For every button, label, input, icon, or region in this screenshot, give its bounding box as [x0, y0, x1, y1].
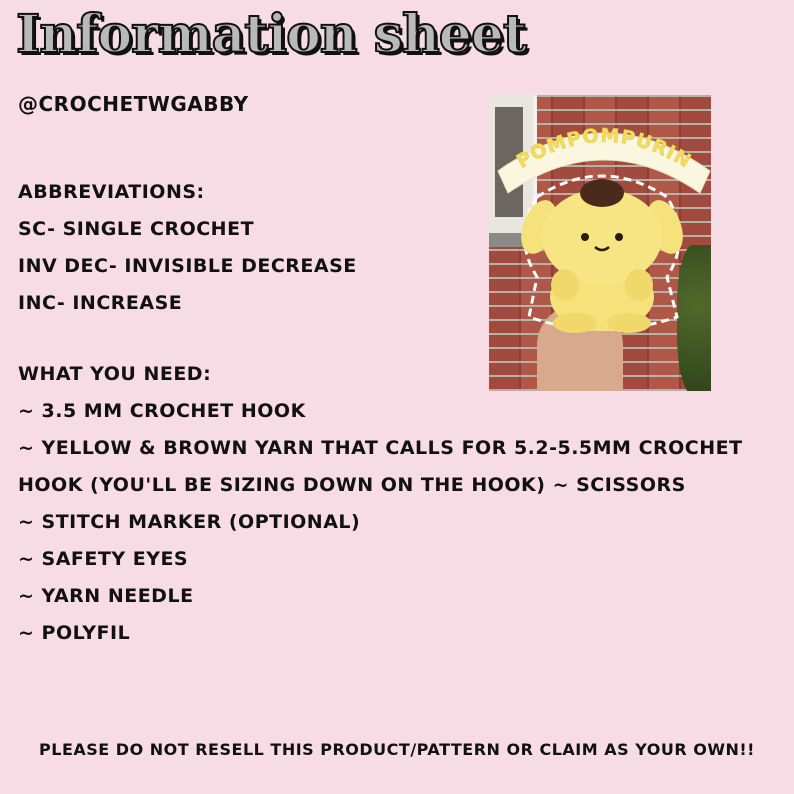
abbreviations-section — [18, 174, 357, 322]
abbreviation-item: INC- INCREASE — [18, 292, 183, 314]
supply-item: ~ YELLOW & BROWN YARN THAT CALLS FOR 5.2-5.5MM CROCHET HOOK (YOU'LL BE SIZING DOWN ON THE HOOK) ~ SCISSORS — [18, 437, 743, 496]
product-photo — [489, 95, 711, 391]
supply-item: ~ SAFETY EYES — [18, 548, 189, 570]
supply-item: ~ YARN NEEDLE — [18, 585, 194, 607]
banner-text: POMPOMPURIN — [512, 124, 696, 173]
crochet-doll — [517, 157, 687, 335]
supply-item: ~ 3.5 MM CROCHET HOOK — [18, 400, 306, 422]
author-handle: @CROCHETWGABBY — [18, 92, 249, 116]
supply-item: ~ STITCH MARKER (OPTIONAL) — [18, 511, 361, 533]
page-title: Information sheet — [16, 4, 526, 65]
abbreviations-heading: ABBREVIATIONS: — [18, 181, 205, 203]
supply-item: ~ POLYFIL — [18, 622, 131, 644]
supplies-heading: WHAT YOU NEED: — [18, 363, 212, 385]
resale-notice: PLEASE DO NOT RESELL THIS PRODUCT/PATTERN OR CLAIM AS YOUR OWN!! — [39, 740, 755, 759]
supplies-section — [18, 356, 788, 652]
abbreviation-item: SC- SINGLE CROCHET — [18, 218, 255, 240]
abbreviation-item: INV DEC- INVISIBLE DECREASE — [18, 255, 357, 277]
